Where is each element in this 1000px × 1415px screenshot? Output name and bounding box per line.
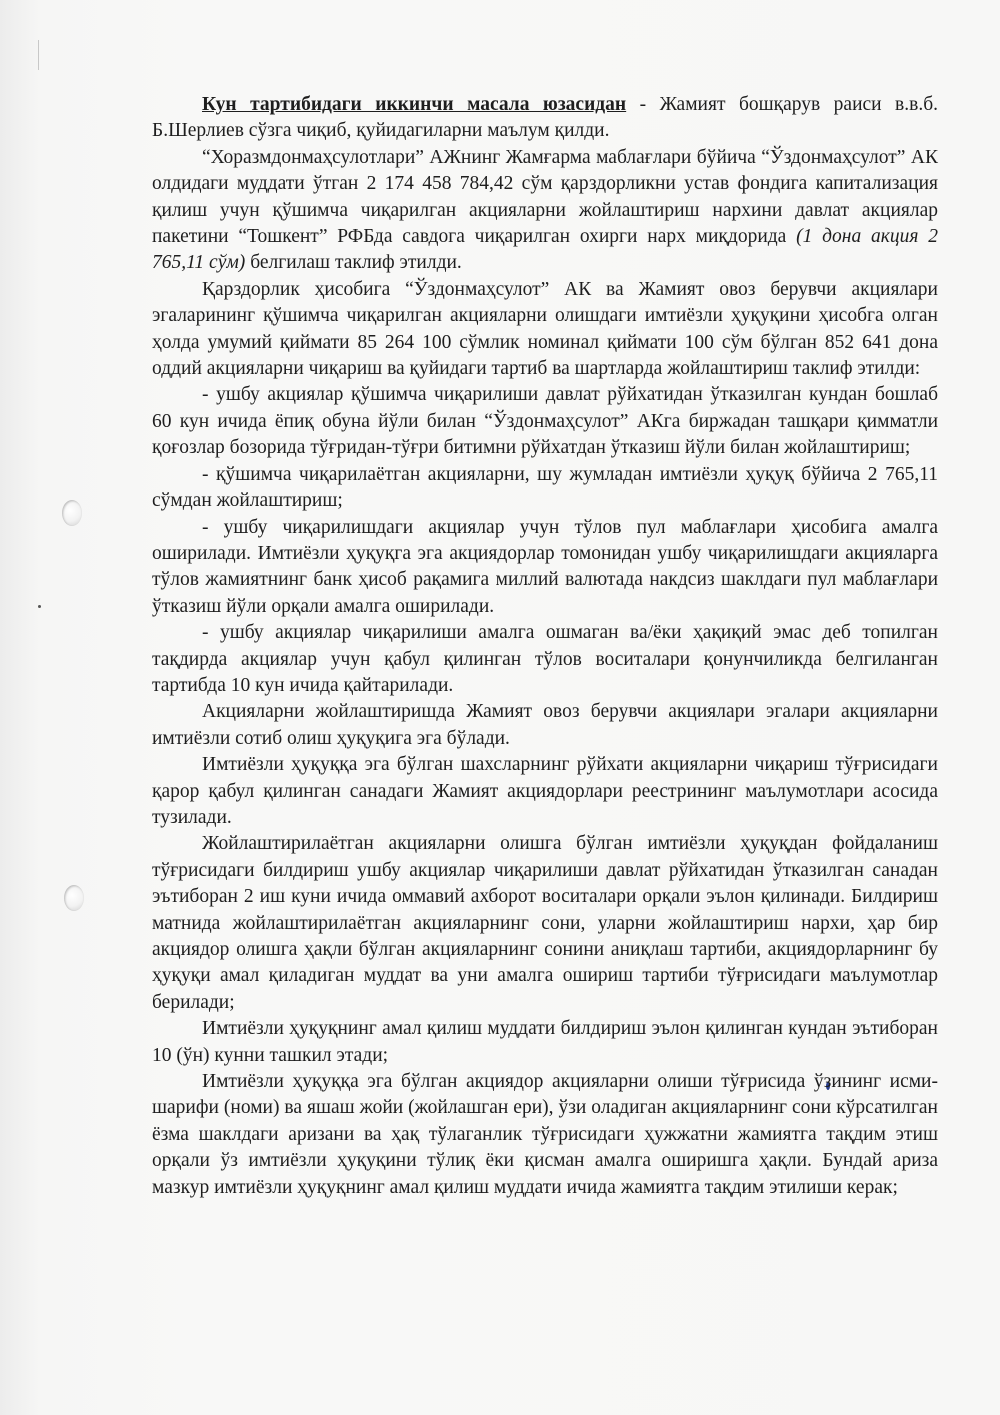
punch-hole-icon xyxy=(64,885,84,911)
agenda-heading-rest: - Жамият бошқарув раиси в.в.б. Б.Шерлиев сўзга чиқиб, қуйидагиларни маълум қилди. xyxy=(152,94,939,142)
document-body xyxy=(152,92,938,1201)
paragraph-capitalization xyxy=(152,145,938,277)
paragraph-preemptive-right: Акцияларни жойлаштиришда Жамият овоз берувчи акциялари эгалари акцияларни имтиёзли сотиб олиш ҳуқуқига эга бўлади. xyxy=(152,701,938,749)
paragraph-term: Имтиёзли ҳуқуқнинг амал қилиш муддати билдириш эълон қилинган кундан эътиборан 10 (ўн) кунни ташкил этади; xyxy=(152,1018,938,1066)
list-item-refund: - ушбу акциялар чиқарилиши амалга ошмаган ва/ёки ҳақиқий эмас деб топилган тақдирда акциялар учун қабул қилинган тўлов воситалари қонунчиликда белгиланган тартибда 10 кун ичида қайтарилади. xyxy=(152,622,938,696)
scan-speck xyxy=(38,605,41,608)
paragraph-application: Имтиёзли ҳуқуққа эга бўлган акциядор акцияларни олиши тўғрисида ўзининг исми-шарифи (номи) ва яшаш жойи (жойлашган ери), ўзи оладиган акцияларнинг сони кўрсатилган ёзма шаклдаги аризани ва ҳақ тўлаганлик тўғрисидаги ҳужжатни жамиятга тақдим этиш орқали ўз имтиёзли ҳуқуқини тўлиқ ёки қисман амалга оширишга ҳақли. Бундай ариза мазкур имтиёзли ҳуқуқнинг амал қилиш муддати ичида жамиятга тақдим этилиши керак; xyxy=(152,1071,938,1198)
list-item-price: - қўшимча чиқарилаётган акцияларни, шу жумладан имтиёзли ҳуқуқ бўйича 2 765,11 сўмдан жойлаштириш; xyxy=(152,463,938,512)
paragraph-text: “Хоразмдонмаҳсулотлари” АЖнинг Жамғарма маблағлари бўйича “Ўздонмаҳсулот” АК олдидаги муддати ўтган 2 174 458 784,42 сўм қарздорликни устав фондига капитализация қилиш учун қўшимча чиқарилган акцияларни жойлаштириш нархини давлат акциялар пакетини “Тошкент” РФБда савдога чиқарилган охирги нарх миқдорида xyxy=(152,146,938,248)
margin-mark xyxy=(38,40,39,70)
paragraph-agenda-intro xyxy=(152,92,938,145)
list-item-placement: - ушбу акциялар қўшимча чиқарилиши давлат рўйхатидан ўтказилган кундан бошлаб 60 кун ичида ёпиқ обуна йўли билан “Ўздонмаҳсулот” АКга биржадан ташқари қимматли қоғозлар бозорида тўғридан-тўғри битимни рўйхатдан ўтказиш йўли билан жойлаштириш; xyxy=(152,384,938,459)
paragraph-holders-list: Имтиёзли ҳуқуққа эга бўлган шахсларнинг рўйхати акцияларни чиқариш тўғрисидаги қарор қабул қилинган санадаги Жамият акциядорлари реестрининг маълумотлари асосида тузилади. xyxy=(152,754,938,828)
agenda-heading: Кун тартибидаги иккинчи масала юзасидан xyxy=(202,94,627,115)
paragraph-text: белгилаш таклиф этилди. xyxy=(245,252,462,274)
list-item-payment: - ушбу чиқарилишдаги акциялар учун тўлов пул маблағлари ҳисобига амалга оширилади. Имтиёзли ҳуқуқга эга акциядорлар томонидан ушбу чиқарилишдаги акцияларга тўлов жамиятнинг банк ҳисоб рақамига миллий валютада накдсиз шаклдаги пул маблағлари ўтказиш йўли орқали амалга оширилади. xyxy=(152,516,938,617)
punch-hole-icon xyxy=(62,500,82,526)
paragraph-share-issue: Қарздорлик ҳисобига “Ўздонмаҳсулот” АК ва Жамият овоз берувчи акциялари эгаларининг қўшимча чиқарилган акцияларни олишдаги имтиёзли ҳуқуқини ҳисобга олган ҳолда умумий қиймати 85 264 100 сўмлик номинал қиймати 100 сўм бўлган 852 641 дона оддий акцияларни чиқариш ва қуйидаги тартиб ва шартларда жойлаштириш таклиф этилди: xyxy=(152,278,938,380)
share-price-note: (1 дона акция 2 765,11 сўм) xyxy=(152,226,938,274)
paragraph-notice: Жойлаштирилаётган акцияларни олишга бўлган имтиёзли ҳуқуқдан фойдаланиш тўғрисидаги билдириш ушбу акциялар чиқарилиши давлат рўйхатидан ўтказилган санадан эътиборан 2 иш куни ичида оммавий ахборот воситалари орқали эълон қилинади. Билдириш матнида жойлаштирилаётган акцияларнинг сони, уларни жойлаштириш нархи, ҳар бир акциядор олишга ҳақли бўлган акцияларнинг сонини аниқлаш тартиби, акциядорларнинг бу ҳуқуқи амал қиладиган муддат ва уни амалга ошириш тартиби тўғрисидаги маълумотлар берилади; xyxy=(152,833,938,1013)
